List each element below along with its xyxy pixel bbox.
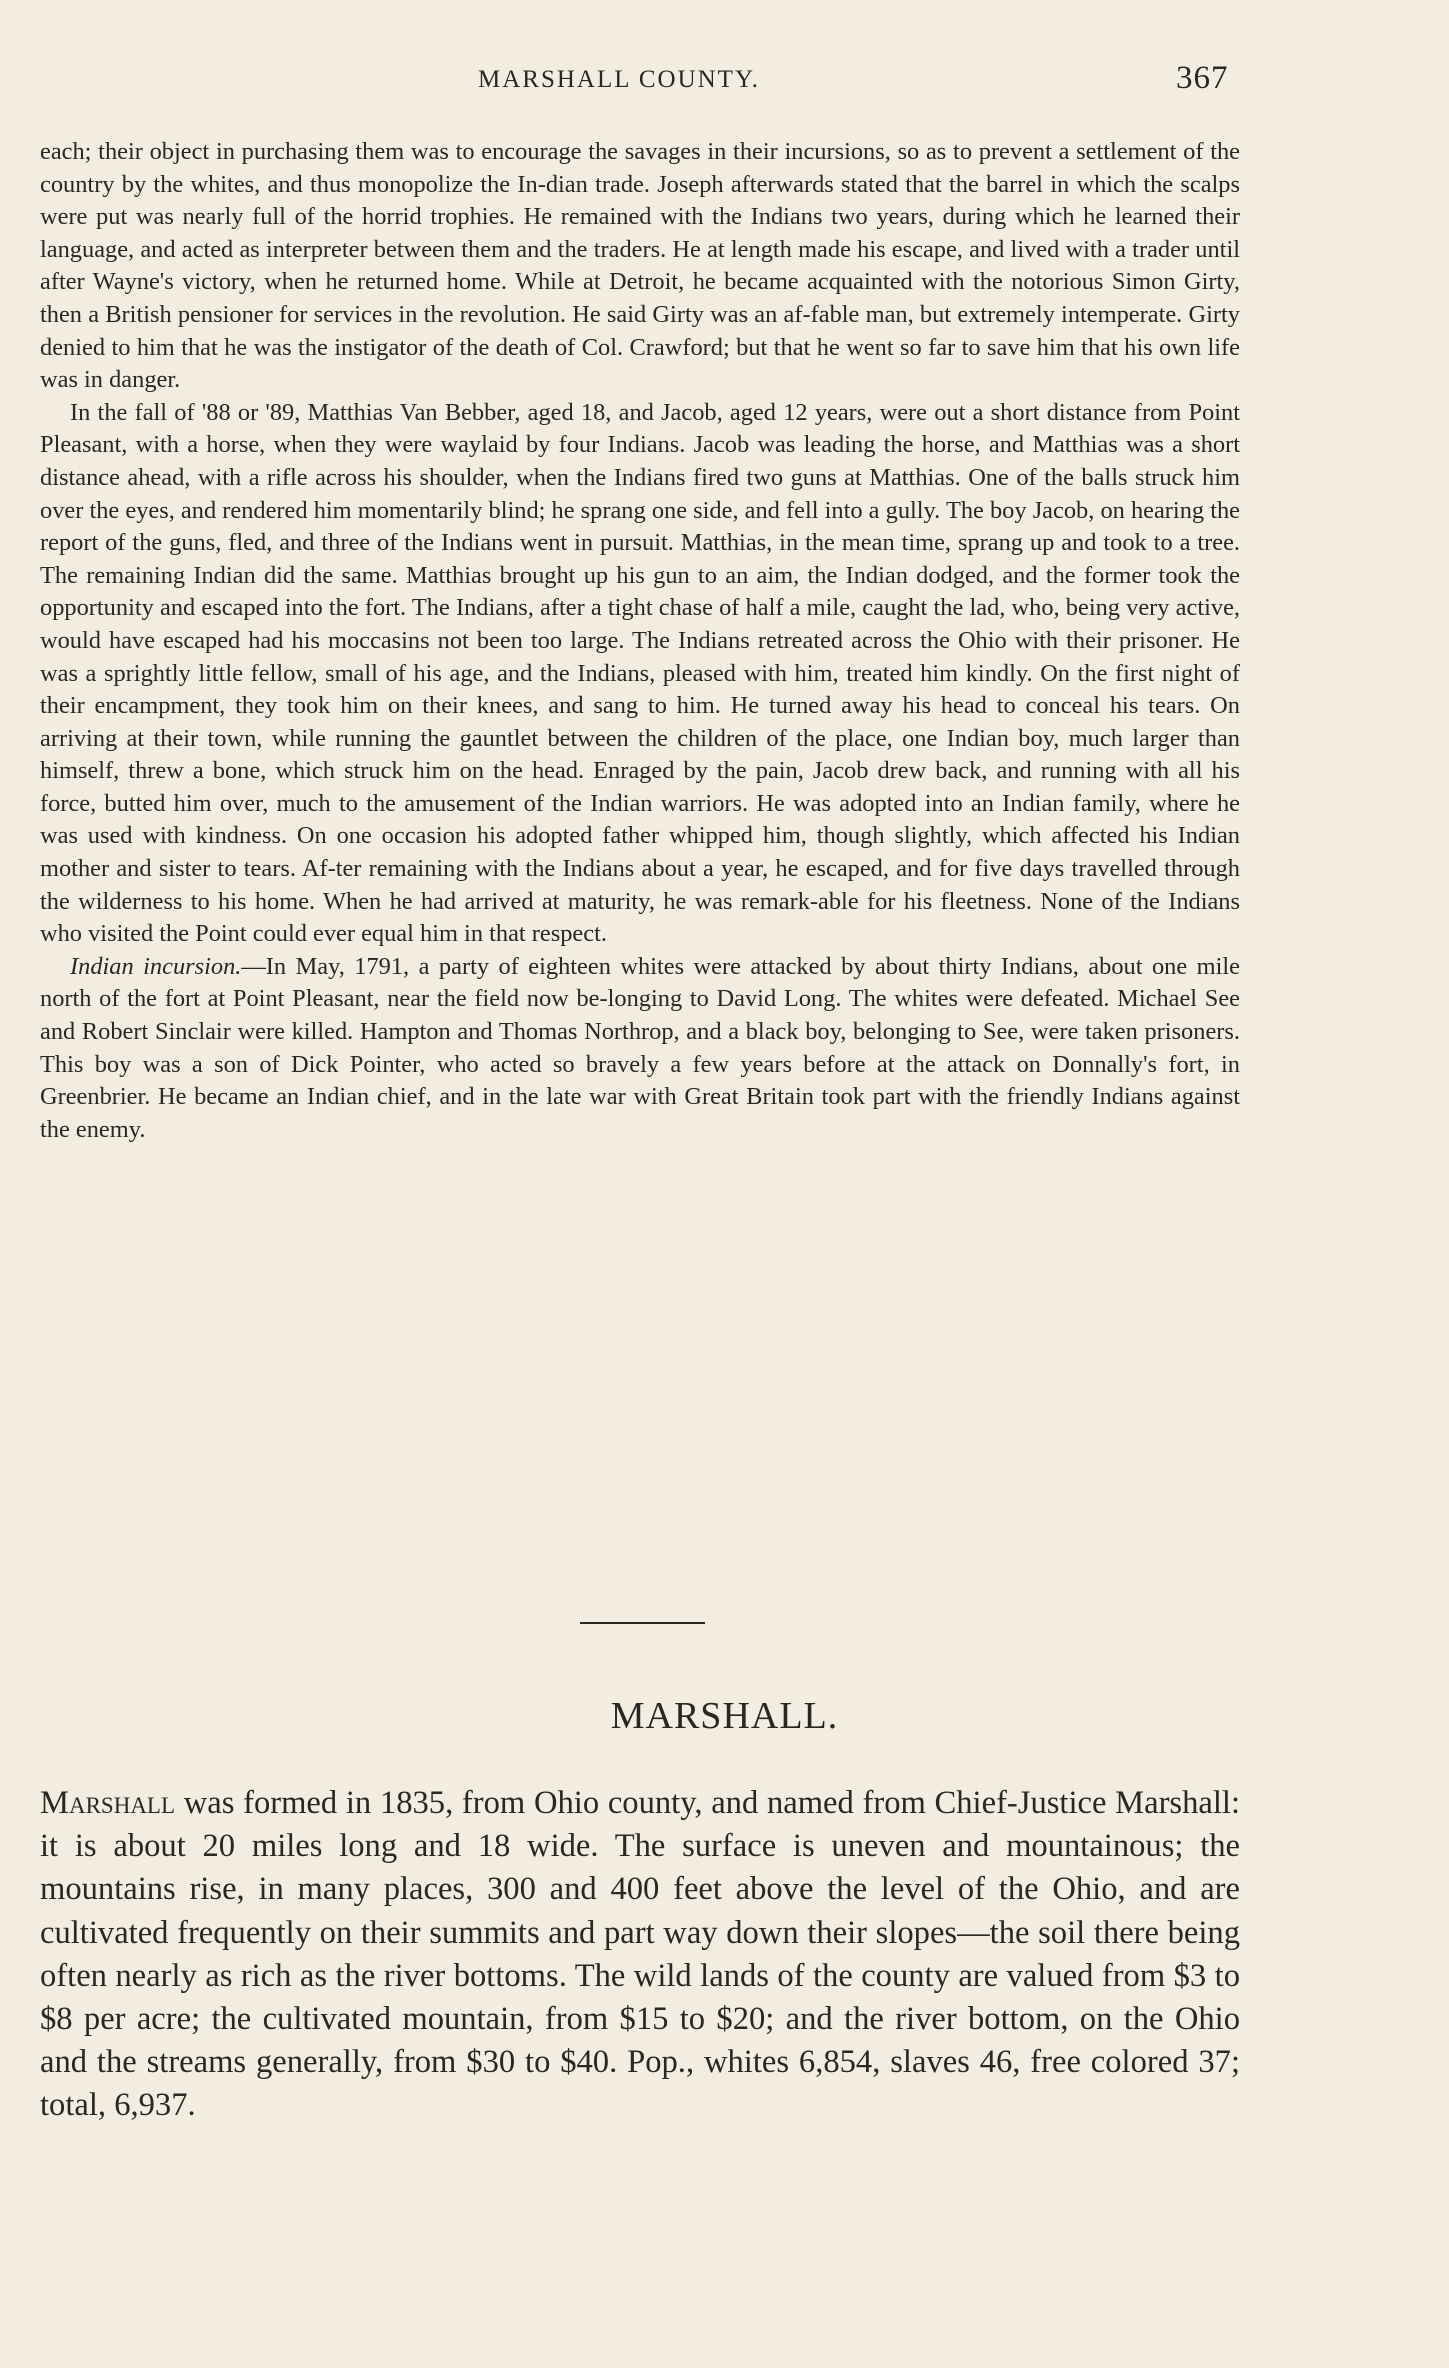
paragraph-3-lead: Indian incursion. [70, 952, 242, 980]
body-text [40, 136, 1240, 1146]
section-paragraph [40, 1782, 1240, 2128]
page-number: 367 [1176, 60, 1229, 96]
paragraph-1: each; their object in purchasing them was to encourage the savages in their incursions, so as to prevent a settlement of the country by the whites, and thus monopolize the In-dian trade. Joseph afterwards stated that the barrel in which the scalps were put was nearly full of the horrid trophies. He remained with the Indians two years, during which he learned their language, and acted as interpreter between them and the traders. He at length made his escape, and lived with a trader until after Wayne's victory, when he returned home. While at Detroit, he became acquainted with the notorious Simon Girty, then a British pensioner for services in the revolution. He said Girty was an af-fable man, but extremely intemperate. Girty denied to him that he was the instigator of the death of Col. Crawford; but that he went so far to save him that his own life was in danger. [40, 138, 1240, 394]
running-head [0, 60, 1449, 106]
section-divider-rule [580, 1622, 705, 1624]
running-title: MARSHALL COUNTY. [478, 66, 761, 93]
section-paragraph-text: was formed in 1835, from Ohio county, and named from Chief-Justice Marshall: it is about 20 miles long and 18 wide. The surface is uneven and mountainous; the mountains rise, in many places, 300 and 400 feet above the level of the Ohio, and are cultivated frequently on their summits and part way down their slopes—the soil there being often nearly as rich as the river bottoms. The wild lands of the county are valued from $3 to $8 per acre; the cultivated mountain, from $15 to $20; and the river bottom, on the Ohio and the streams generally, from $30 to $40. Pop., whites 6,854, slaves 46, free colored 37; total, 6,937. [40, 1785, 1240, 2124]
section-text [40, 1782, 1240, 2128]
section-title: MARSHALL. [610, 1695, 839, 1737]
section-lead-word: Marshall [40, 1785, 176, 1821]
paragraph-2: In the fall of '88 or '89, Matthias Van Bebber, aged 18, and Jacob, aged 12 years, were out a short distance from Point Pleasant, with a horse, when they were waylaid by four Indians. Jacob was leading the horse, and Matthias was a short distance ahead, with a rifle across his shoulder, when the Indians fired two guns at Matthias. One of the balls struck him over the eyes, and rendered him momentarily blind; he sprang one side, and fell into a gully. The boy Jacob, on hearing the report of the guns, fled, and three of the Indians went in pursuit. Matthias, in the mean time, sprang up and took to a tree. The remaining Indian did the same. Matthias brought up his gun to an aim, the Indian dodged, and the former took the opportunity and escaped into the fort. The Indians, after a tight chase of half a mile, caught the lad, who, being very active, would have escaped had his moccasins not been too large. The Indians retreated across the Ohio with their prisoner. He was a sprightly little fellow, small of his age, and the Indians, pleased with him, treated him kindly. On the first night of their encampment, they took him on their knees, and sang to him. He turned away his head to conceal his tears. On arriving at their town, while running the gauntlet between the children of the place, one Indian boy, much larger than himself, threw a bone, which struck him on the head. Enraged by the pain, Jacob drew back, and running with all his force, butted him over, much to the amusement of the Indian warriors. He was adopted into an Indian family, where he was used with kindness. On one occasion his adopted father whipped him, though slightly, which affected his Indian mother and sister to tears. Af-ter remaining with the Indians about a year, he escaped, and for five days travelled through the wilderness to his home. When he had arrived at maturity, he was remark-able for his fleetness. None of the Indians who visited the Point could ever equal him in that respect. [40, 398, 1240, 948]
paragraph-3-text: —In May, 1791, a party of eighteen whites were attacked by about thirty Indians, about one mile north of the fort at Point Pleasant, near the field now be-longing to David Long. The whites were defeated. Michael See and Robert Sinclair were killed. Hampton and Thomas Northrop, and a black boy, belonging to See, were taken prisoners. This boy was a son of Dick Pointer, who acted so bravely a few years before at the attack on Donnally's fort, in Greenbrier. He became an Indian chief, and in the late war with Great Britain took part with the friendly Indians against the enemy. [40, 952, 1240, 1143]
paragraph-3 [40, 951, 1240, 1147]
